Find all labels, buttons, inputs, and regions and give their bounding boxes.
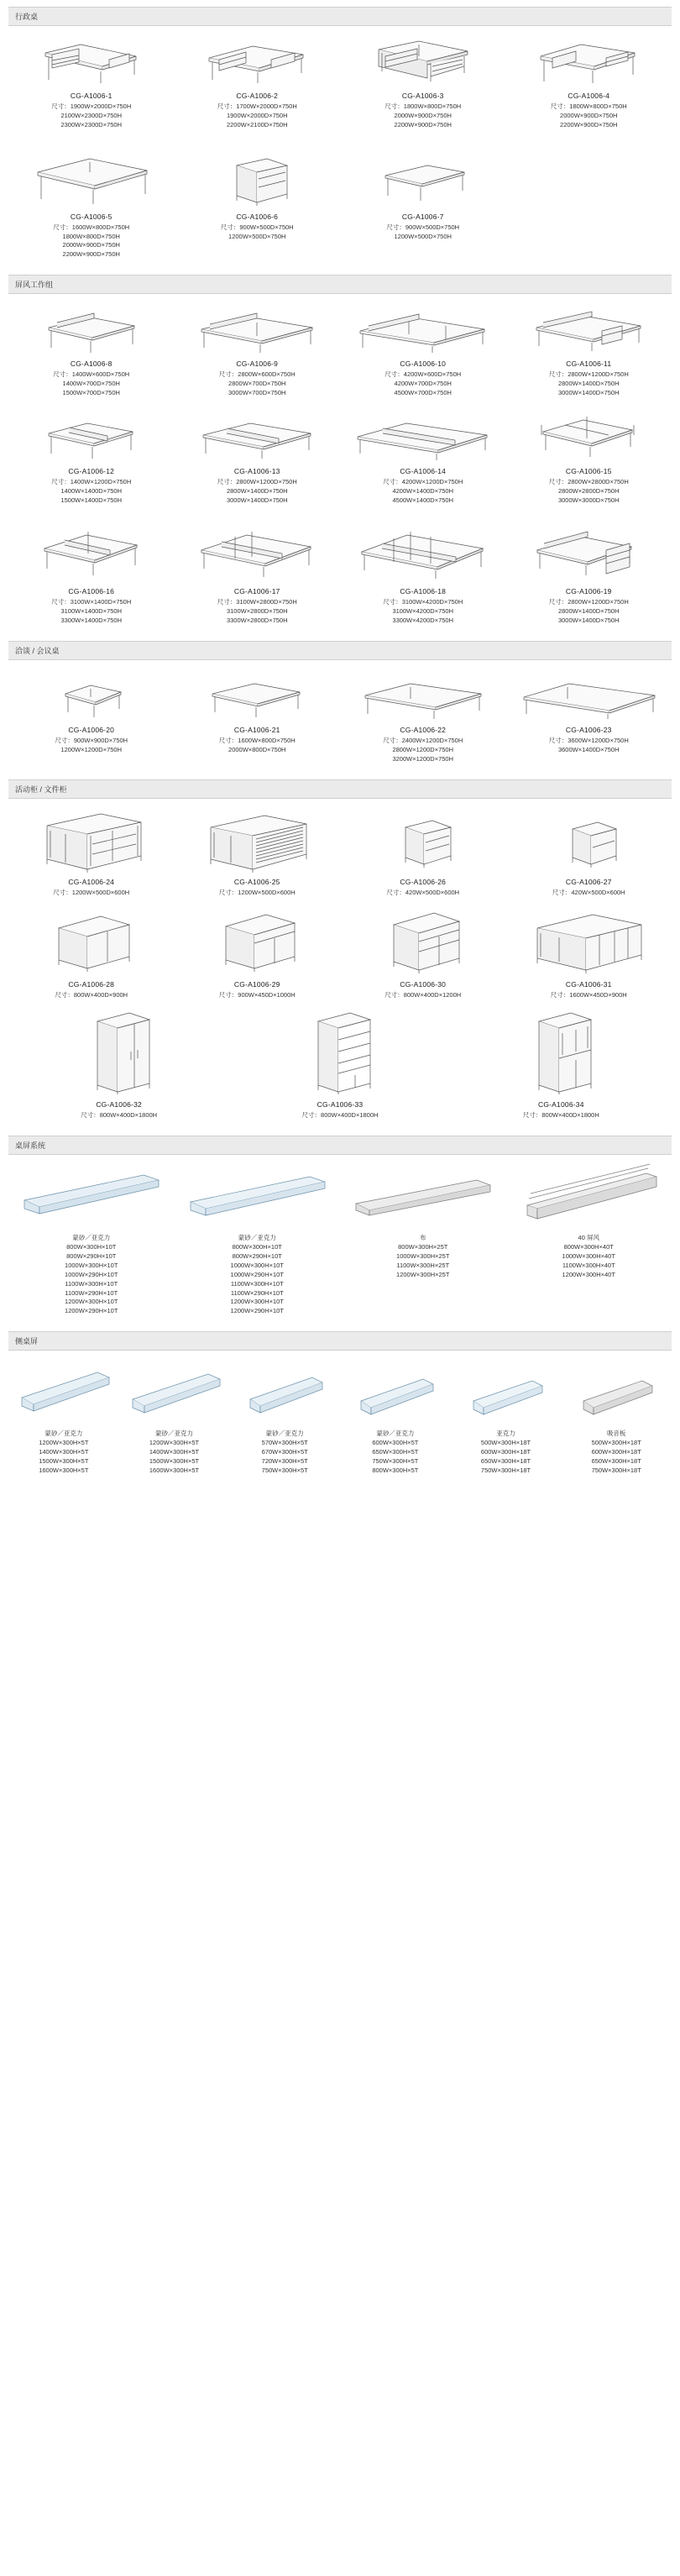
product-specs: 尺寸：3100W×2800D×750H 3100W×2800D×750H 3300W×2800D×750H [217,598,297,625]
product-illustration-mt-small [12,669,171,721]
product-specs: 蒙砂／亚克力 800W×300H×10T 800W×290H×10T 1000W×300H×10T 1000W×290H×10T 1100W×300H×10T 1100W×290H×10T 1200W×300H×10T 1200W×290H×10T [230,1234,284,1315]
product-code: CG-A1006-12 [68,466,115,475]
product-specs: 尺寸：1600W×800D×750H 1800W×800D×750H 2000W×900D×750H 2200W×900D×750H [53,223,130,259]
product-cell[interactable] [506,31,672,139]
product-specs: 尺寸：2800W×2800D×750H 2800W×2800D×750H 3000W×3000D×750H [548,477,629,504]
product-cell[interactable] [175,665,341,773]
product-code: CG-A1006-22 [400,726,447,734]
product-illustration-sidescreen-3 [233,1359,337,1424]
product-specs: 尺寸：3600W×1200D×750H 3600W×1400D×750H [548,737,629,753]
product-specs: 尺寸：800W×400D×900H [55,990,128,999]
product-cell[interactable] [340,299,506,407]
product-cell[interactable] [506,513,672,634]
product-code: CG-A1006-31 [565,979,612,989]
product-cell[interactable] [175,804,341,906]
product-illustration-ws-2seat-ped [510,302,669,354]
product-row [8,1160,672,1325]
product-illustration-ws-6face [343,410,503,462]
product-cell[interactable] [175,513,341,634]
product-cell[interactable] [175,299,341,407]
product-code: CG-A1006-20 [68,726,115,734]
product-row [8,1008,672,1129]
product-cell[interactable] [451,1356,562,1483]
product-specs: 尺寸：900W×900D×750H 1200W×1200D×750H [55,737,128,753]
product-illustration-ws-8cluster [343,517,503,582]
product-illustration-mt-xlarge [510,669,669,721]
product-illustration-screen-fabric [343,1163,503,1229]
product-cell[interactable] [8,906,175,1009]
product-illustration-side-table [343,142,503,207]
section-executive-desks [8,7,672,268]
product-illustration-credenza-tambour [178,807,337,873]
product-specs: 尺寸：1200W×500D×600H [218,888,296,896]
product-code: CG-A1006-5 [70,212,112,221]
section-title: 屏风工作组 [8,275,672,294]
product-illustration-ws-4face [178,410,337,462]
product-cell[interactable] [506,804,672,906]
product-cell[interactable] [8,513,175,634]
product-illustration-desk-l-left [12,34,171,87]
product-specs: 蒙砂／亚克力 1200W×300H×5T 1400W×300H×5T 1500W×300H×5T 1600W×300H×5T [39,1430,89,1474]
product-code: CG-A1006-17 [233,587,280,596]
product-specs: 尺寸：1600W×800D×750H 2000W×800D×750H [218,737,296,753]
product-specs: 尺寸：1200W×500D×600H [53,888,130,896]
product-cell[interactable] [8,1356,119,1483]
product-specs: 吸音板 500W×300H×18T 600W×300H×18T 650W×300H×18T 750W×300H×18T [591,1430,641,1474]
product-specs: 蒙砂／亚克力 600W×300H×5T 650W×300H×5T 750W×300H×5T 800W×300H×5T [372,1430,419,1474]
product-illustration-pedestal-2drw [510,807,669,873]
section-title: 活动柜 / 文件柜 [8,779,672,799]
product-code: CG-A1006-27 [565,877,612,886]
section-title: 桌屏系统 [8,1136,672,1155]
product-specs: 尺寸：800W×400D×1800H [522,1111,599,1120]
product-code: CG-A1006-25 [233,877,280,886]
product-specs: 尺寸：2800W×1200D×750H 2800W×1400D×750H 3000W×1400D×750H [548,370,629,396]
product-cell[interactable] [506,407,672,514]
product-specs: 尺寸：800W×400D×1800H [81,1111,158,1120]
product-specs: 尺寸：3100W×1400D×750H 3100W×1400D×750H 3300W×1400D×750H [51,598,132,625]
product-cell[interactable] [175,31,341,139]
product-illustration-desk-l-return [510,34,669,87]
product-illustration-ws-6cluster [178,517,337,582]
product-illustration-ws-2seat-line [178,302,337,354]
product-cell[interactable] [229,1008,450,1129]
product-specs: 尺寸：900W×450D×1000H [218,990,296,999]
product-code: CG-A1006-34 [537,1100,584,1110]
section-screen-workstations [8,275,672,634]
product-code: CG-A1006-15 [565,466,612,475]
product-cell[interactable] [340,1160,506,1325]
product-code: CG-A1006-11 [566,359,612,369]
product-illustration-sidescreen-4 [343,1359,447,1424]
product-cell[interactable] [340,804,506,906]
product-cell[interactable] [340,906,506,1009]
product-code: CG-A1006-16 [68,587,115,596]
product-cell[interactable] [8,299,175,407]
product-illustration-ws-2seat-cab [510,517,669,582]
product-row [8,906,672,1009]
product-cell[interactable] [229,1356,340,1483]
product-code: CG-A1006-8 [70,359,112,369]
product-specs: 尺寸：1600W×450D×900H [550,990,627,999]
product-code: CG-A1006-19 [565,587,612,596]
product-code: CG-A1006-32 [96,1100,142,1110]
product-specs: 蒙砂／亚克力 570W×300H×5T 670W×300H×5T 720W×300H×5T 750W×300H×5T [261,1430,308,1474]
product-specs: 尺寸：420W×500D×600H [552,888,625,896]
product-cell[interactable] [506,1160,672,1325]
product-specs: 尺寸：1700W×2000D×750H 1900W×2000D×750H 2200W×2100D×750H [217,102,297,129]
product-cell[interactable] [8,1008,229,1129]
product-specs: 尺寸：800W×400D×1200H [384,990,462,999]
product-row [8,1356,672,1483]
section-meeting-tables [8,641,672,773]
product-illustration-cab-tall-open [233,1011,447,1095]
product-code: CG-A1006-30 [400,979,447,989]
product-code: CG-A1006-1 [70,92,112,100]
product-cell[interactable] [8,665,175,773]
product-code: CG-A1006-2 [236,92,279,100]
product-cell[interactable] [340,513,506,634]
product-illustration-desk-l-credenza [343,34,503,87]
product-cell[interactable] [175,139,341,269]
product-specs: 尺寸：420W×500D×600H [386,888,460,896]
product-illustration-sidescreen-5 [454,1359,558,1424]
product-illustration-desk-l-right [178,34,337,87]
product-cell-empty [506,139,672,269]
product-specs: 布 800W×300H×25T 1000W×300H×25T 1100W×300H×25T 1200W×300H×25T [396,1234,450,1278]
product-cell[interactable] [340,665,506,773]
product-cell[interactable] [8,407,175,514]
product-code: CG-A1006-10 [400,359,447,369]
product-row [8,299,672,407]
product-specs: 亚克力 500W×300H×18T 600W×300H×18T 650W×300H×18T 750W×300H×18T [480,1430,531,1474]
product-specs: 尺寸：900W×500D×750H 1200W×500D×750H [220,223,294,240]
product-specs: 尺寸：1800W×800D×750H 2000W×900D×750H 2200W×900D×750H [384,102,462,129]
product-illustration-cab-wide [510,910,669,975]
product-cell[interactable] [340,1356,451,1483]
product-illustration-ws-4cluster-b [12,517,171,582]
product-code: CG-A1006-4 [568,92,610,100]
product-code: CG-A1006-9 [236,359,279,369]
product-specs: 尺寸：2800W×1200D×750H 2800W×1400D×750H 3000W×1400D×750H [548,598,629,625]
product-cell[interactable] [175,407,341,514]
product-cell[interactable] [506,299,672,407]
product-row [8,513,672,634]
product-code: CG-A1006-18 [400,587,447,596]
product-illustration-ws-3seat-line [343,302,503,354]
product-specs: 40 屏风 800W×300H×40T 1000W×300H×40T 1100W×300H×40T 1200W×300H×40T [562,1234,615,1278]
section-side-screens [8,1331,672,1483]
product-cell[interactable] [451,1008,672,1129]
product-cell[interactable] [340,139,506,269]
product-specs: 尺寸：900W×500D×750H 1200W×500D×750H [386,223,460,240]
product-row [8,665,672,773]
product-illustration-screen-louver [510,1163,669,1229]
product-cell[interactable] [340,31,506,139]
product-cell[interactable] [8,139,175,269]
product-specs: 蒙砂／亚克力 1200W×300H×5T 1400W×300H×5T 1500W×300H×5T 1600W×300H×5T [149,1430,200,1474]
product-code: CG-A1006-33 [316,1100,364,1110]
section-title: 侧桌屏 [8,1331,672,1351]
product-code: CG-A1006-14 [400,466,447,475]
product-illustration-ws-2face [12,410,171,462]
product-code: CG-A1006-7 [401,212,444,221]
product-illustration-ws-1seat [12,302,171,354]
product-illustration-sidescreen-1 [12,1359,116,1424]
product-illustration-screen-glass2 [178,1163,337,1229]
section-desk-screen-system [8,1136,672,1325]
product-row [8,31,672,139]
product-cell[interactable] [8,1160,175,1325]
product-specs: 尺寸：1400W×1200D×750H 1400W×1400D×750H 1500W×1400D×750H [51,477,132,504]
product-cell[interactable] [175,906,341,1009]
product-code: CG-A1006-21 [233,726,280,734]
product-illustration-mt-large [343,669,503,721]
section-title: 洽谈 / 会议桌 [8,641,672,660]
product-specs: 尺寸：2800W×600D×750H 2800W×700D×750H 3000W×700D×750H [218,370,296,396]
product-specs: 尺寸：800W×400D×1800H [301,1111,379,1120]
product-code: CG-A1006-24 [68,877,115,886]
product-illustration-sidescreen-6 [564,1359,668,1424]
catalog-page [0,7,680,1506]
product-illustration-cab-tall-door [12,1011,226,1095]
product-specs: 尺寸：1800W×800D×750H 2000W×900D×750H 2200W×900D×750H [550,102,627,129]
product-illustration-credenza-low [12,807,171,873]
product-cell[interactable] [8,31,175,139]
product-illustration-cab-tall-glass [454,1011,668,1095]
product-specs: 尺寸：4200W×1200D×750H 4200W×1400D×750H 4500W×1400D×750H [383,477,463,504]
product-illustration-desk-straight [12,142,171,207]
product-code: CG-A1006-23 [565,726,612,734]
product-illustration-screen-glass [12,1163,171,1229]
product-illustration-cab-drw-door [178,910,337,975]
product-cell[interactable] [175,1160,341,1325]
product-code: CG-A1006-6 [236,212,279,221]
product-illustration-pedestal-3drw [343,807,503,873]
product-specs: 蒙砂／亚克力 800W×300H×10T 800W×290H×10T 1000W×300H×10T 1000W×290H×10T 1100W×300H×10T 1100W×290H×10T 1200W×300H×10T 1200W×290H×10T [65,1234,118,1315]
product-illustration-sidescreen-2 [123,1359,227,1424]
product-code: CG-A1006-26 [400,877,447,886]
product-illustration-cab-mid [343,910,503,975]
section-cabinets [8,779,672,1130]
product-code: CG-A1006-28 [68,979,115,989]
product-specs: 尺寸：4200W×600D×750H 4200W×700D×750H 4500W×700D×750H [384,370,462,396]
product-code: CG-A1006-13 [233,466,280,475]
section-title: 行政桌 [8,7,672,26]
product-specs: 尺寸：1400W×600D×750H 1400W×700D×750H 1500W×700D×750H [53,370,130,396]
product-cell[interactable] [340,407,506,514]
product-illustration-ws-4cluster [510,410,669,462]
product-row [8,139,672,269]
product-specs: 尺寸：2400W×1200D×750H 2800W×1200D×750H 3200W×1200D×750H [383,737,463,763]
product-specs: 尺寸：3100W×4200D×750H 3100W×4200D×750H 3300W×4200D×750H [383,598,463,625]
product-row [8,407,672,514]
product-cell[interactable] [561,1356,672,1483]
product-cell[interactable] [506,665,672,773]
product-cell[interactable] [8,804,175,906]
product-code: CG-A1006-3 [401,92,444,100]
product-illustration-side-cabinet [178,142,337,207]
product-illustration-cab-2door-low [12,910,171,975]
product-cell[interactable] [506,906,672,1009]
product-specs: 尺寸：1900W×2000D×750H 2100W×2300D×750H 2300W×2300D×750H [51,102,132,129]
product-illustration-mt-rect [178,669,337,721]
product-cell[interactable] [119,1356,230,1483]
product-row [8,804,672,906]
product-specs: 尺寸：2800W×1200D×750H 2800W×1400D×750H 3000W×1400D×750H [217,477,297,504]
product-code: CG-A1006-29 [233,979,280,989]
